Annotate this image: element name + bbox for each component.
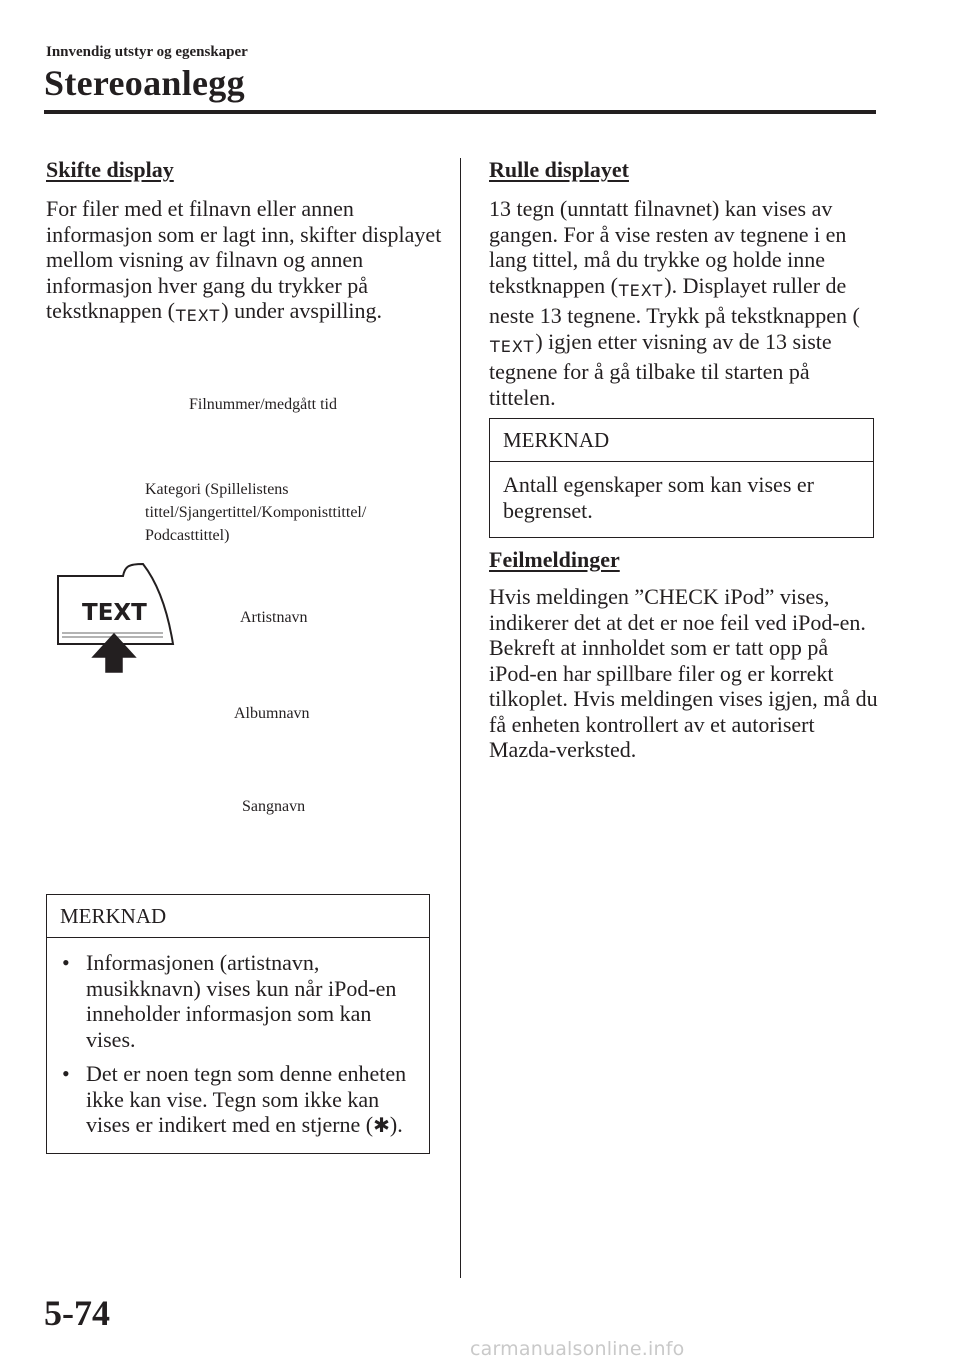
- bullet-icon: •: [62, 950, 70, 975]
- heading-feilmeldinger: Feilmeldinger: [489, 547, 620, 572]
- note-box-left: [46, 894, 430, 1154]
- label-category: Kategori (Spillelistens tittel/Sjangertittel/Komponisttittel/ Podcasttittel): [145, 481, 367, 544]
- title-rule: [44, 110, 876, 114]
- text-button-illustration: [55, 562, 180, 677]
- bullet-icon: •: [62, 1061, 70, 1086]
- watermark: carmanualsonline.info: [470, 1338, 685, 1360]
- text-button-icon: TEXT: [618, 280, 664, 300]
- paragraph-skifte-display: For filer med et filnavn eller annen informasjon som er lagt inn, skifter displayet mellom visning av filnavn og annen informasjon hver gang du trykker på tekstknappen (TEXT) under avspilling.: [46, 196, 446, 329]
- paragraph-feilmeldinger: Hvis meldingen ”CHECK iPod” vises, indikerer det at det er noe feil ved iPod-en. Bekreft at innholdet som er tatt opp på iPod-en har spillbare filer og er korrekt tilkoplet. Hvis meldingen vises igjen, må du få enheten kontrollert av et autorisert Mazda-verksted.: [489, 584, 878, 762]
- section-label: Innvendig utstyr og egenskaper: [46, 44, 248, 60]
- note-heading: MERKNAD: [490, 419, 873, 462]
- page-title: Stereoanlegg: [44, 63, 245, 103]
- label-song: Sangnavn: [242, 798, 306, 815]
- note-text: Antall egenskaper som kan vises er begrenset.: [503, 472, 814, 523]
- heading-rulle-displayet: Rulle displayet: [489, 157, 629, 182]
- note-heading: MERKNAD: [47, 895, 429, 938]
- asterisk-icon: ✱: [373, 1113, 390, 1137]
- note-bullet: • Informasjonen (artistnavn, musikknavn) vises kun når iPod-en inneholder informasjon som kan vises.: [62, 950, 397, 1052]
- column-divider: [460, 158, 461, 1278]
- note-box-right: [489, 418, 874, 538]
- label-file-number: Filnummer/medgått tid: [189, 396, 337, 413]
- page-number: 5-74: [44, 1293, 110, 1333]
- text-button-icon: TEXT: [490, 336, 535, 356]
- label-artist: Artistnavn: [240, 609, 308, 626]
- label-album: Albumnavn: [234, 705, 310, 722]
- heading-skifte-display: Skifte display: [46, 157, 174, 182]
- text-button-icon: TEXT: [175, 306, 221, 325]
- note-bullet: • Det er noen tegn som denne enheten ikke kan vise. Tegn som ikke kan vises er indikert med en stjerne (✱).: [62, 1061, 407, 1137]
- paragraph-rulle-displayet: 13 tegn (unntatt filnavnet) kan vises av gangen. For å vise resten av tegnene i en lang tittel, må du trykke og holde inne tekstknappen (TEXT). Displayet ruller de neste 13 tegnene. Trykk på tekstknappen (TEXT) igjen etter visning av de 13 siste tegnene for å gå tilbake til starten på tittelen.: [489, 196, 860, 410]
- text-button-label: TEXT: [82, 600, 147, 626]
